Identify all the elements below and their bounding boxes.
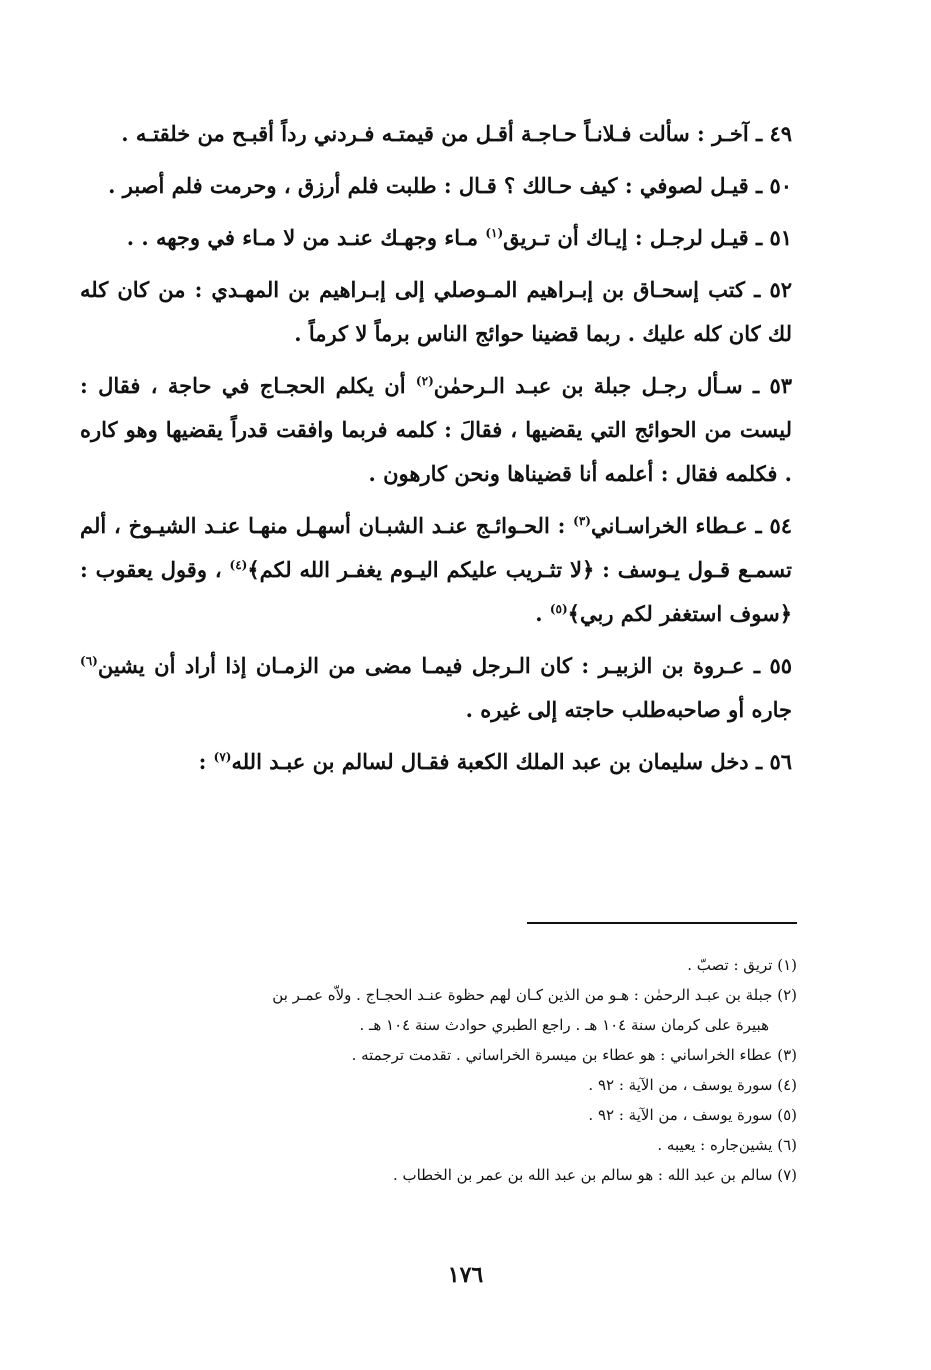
footnote-number: (١) [777, 956, 797, 974]
paragraph-50 [80, 164, 792, 208]
footnote-text: تريق : تصبّ . [687, 956, 773, 974]
paragraph-text: . [535, 601, 550, 626]
footnote-text: جبلة بن عبـد الرحمٰن : هـو من الذين كـان لهم حظوة عنـد الحجـاج . ولاّه عمـر بن [272, 986, 773, 1004]
footnote-number: (٢) [777, 986, 797, 1004]
paragraph-number: ٥٢ ـ [754, 277, 792, 302]
paragraph-text: قيـل لرجـل : إيـاك أن تـريق [503, 225, 749, 250]
footnote-ref: (١) [485, 226, 504, 240]
paragraph-54 [80, 504, 792, 636]
footnote-ref: (٦) [80, 654, 98, 668]
footnote-number: (٣) [777, 1046, 797, 1064]
footnote-number: (٥) [777, 1106, 797, 1124]
footnote-number: (٤) [777, 1076, 797, 1094]
paragraph-text: أن يكلم الحجـاج في حاجة ، فقال : ليست من الحوائج التي يقضيها ، فقالَ : كلمه فربما وافقت قدراً يقضيها وهو كاره . فكلمه فقال : أعلمه أنا قضيناها ونحن كارهون . [80, 373, 792, 486]
footnote-text: سورة يوسف ، من الآية : ٩٢ . [588, 1076, 773, 1094]
paragraph-number: ٥٣ ـ [752, 373, 793, 398]
quran-verse: ﴿لا تثـريب عليكم اليـوم يغفـر الله لكم﴾ [247, 557, 595, 582]
paragraph-text: كتب إسحـاق بن إبـراهيم المـوصلي إلى إبـراهيم بن المهـدي : من كان كله لك كان كله عليك . ربما قضينا حوائج الناس برماً لا كرماً . [80, 277, 792, 346]
paragraph-text: : الحـوائـج عنـد الشبـان أسهـل منهـا عنـد الشيـوخ ، ألم تسمـع قـول يـوسف : [80, 513, 792, 582]
paragraph-text: قيـل لصوفي : كيف حـالك ؟ قـال : طلبت فلم أرزق ، وحرمت فلم أصبر . [108, 173, 749, 198]
paragraph-53 [80, 364, 792, 496]
paragraph-number: ٥٠ ـ [755, 173, 792, 198]
footnote-number: (٦) [777, 1136, 797, 1154]
paragraph-text: آخـر : سألت فـلانـاً حـاجـة أقـل من قيمتـه فـردني رداً أقبـح من خلقتـه . [121, 121, 749, 146]
paragraph-text: عـطاء الخراسـاني [590, 513, 748, 538]
paragraph-56 [80, 740, 792, 784]
footnote-ref: (٢) [415, 374, 434, 388]
footnote-5 [90, 1100, 797, 1130]
footnote-text-continued: هبيرة على كرمان سنة ١٠٤ هـ . راجع الطبري حوادث سنة ١٠٤ هـ . [359, 1016, 769, 1034]
paragraph-55 [80, 644, 792, 732]
paragraph-51 [80, 216, 792, 260]
paragraph-text: دخل سليمان بن عبد الملك الكعبة فقـال لسالم بن عبـد الله [231, 749, 749, 774]
paragraph-text: جاره أو صاحبه‌طلب حاجته إلى غيره . [465, 697, 792, 722]
footnote-text: عطاء الخراساني : هو عطاء بن ميسرة الخراساني . تقدمت ترجمته . [351, 1046, 773, 1064]
paragraph-number: ٤٩ ـ [755, 121, 792, 146]
footnote-6 [90, 1130, 797, 1160]
footnote-7 [90, 1160, 797, 1190]
paragraph-text: مـاء وجهـك عنـد من لا مـاء في وجهه . . [126, 225, 486, 250]
footnote-number: (٧) [777, 1166, 797, 1184]
paragraph-number: ٥٤ ـ [755, 513, 793, 538]
footnote-ref: (٧) [213, 750, 232, 764]
paragraph-text: : [198, 749, 214, 774]
footnote-1 [90, 950, 797, 980]
footnote-3 [90, 1040, 797, 1070]
footnotes [90, 950, 797, 1190]
footnote-4 [90, 1070, 797, 1100]
paragraph-number: ٥١ ـ [755, 225, 792, 250]
footnote-ref: (٣) [573, 514, 591, 528]
page-number: ١٧٦ [447, 1262, 484, 1288]
paragraph-number: ٥٥ ـ [753, 653, 792, 678]
paragraph-number: ٥٦ ـ [755, 749, 792, 774]
quran-verse: ﴿سوف استغفر لكم ربي﴾ [567, 601, 792, 626]
paragraph-49 [80, 112, 792, 156]
footnote-ref: (٥) [549, 602, 568, 616]
paragraph-text: سـأل رجـل جبلة بن عبـد الـرحمٰن [433, 373, 743, 398]
footnote-text: يشين‌جاره : يعيبه . [657, 1136, 773, 1154]
footnote-text: سورة يوسف ، من الآية : ٩٢ . [588, 1106, 773, 1124]
footnote-2 [90, 980, 797, 1040]
paragraph-52 [80, 268, 792, 356]
footnote-ref: (٤) [229, 558, 248, 572]
footnote-divider [527, 922, 797, 924]
main-text [80, 112, 792, 792]
paragraph-text: ، وقول يعقوب : [80, 557, 230, 582]
footnote-text: سالم بن عبد الله : هو سالم بن عبد الله بن عمر بن الخطاب . [392, 1166, 773, 1184]
paragraph-text: عـروة بن الزبيـر : كان الـرجل فيمـا مضى من الزمـان إذا أراد أن يشين [97, 653, 745, 678]
